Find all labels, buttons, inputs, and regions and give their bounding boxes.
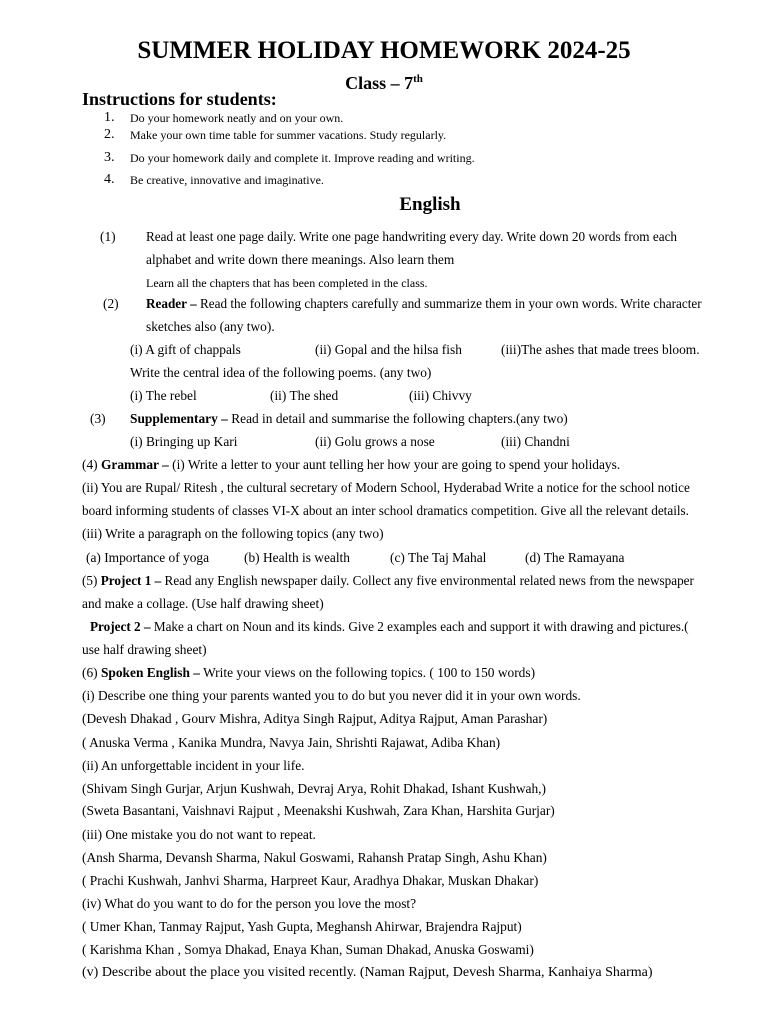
item-text-rest: Read the following chapters carefully and summarize them in your own words. Write character <box>196 296 702 311</box>
item-text-rest: Read in detail and summarise the following chapters.(any two) <box>227 411 568 426</box>
instruction-text: Do your homework daily and complete it. Improve reading and writing. <box>130 151 475 165</box>
list-item: (iv) What do you want to do for the person you love the most? <box>82 896 417 911</box>
item-number: (5) <box>82 573 101 588</box>
list-item: ( Anuska Verma , Kanika Mundra, Navya Jain, Shrishti Rajawat, Adiba Khan) <box>82 735 501 750</box>
item-text <box>82 456 620 474</box>
item-text <box>90 618 689 636</box>
list-item: (Sweta Basantani, Vaishnavi Rajput , Meenakshi Kushwah, Zara Khan, Harshita Gurjar) <box>82 803 555 818</box>
list-item: (i) A gift of chappals <box>130 342 241 357</box>
list-item: (i) The rebel <box>130 388 197 403</box>
item-number: (4) <box>82 457 101 472</box>
section-title-english: English <box>399 194 461 215</box>
list-item: (ii) Golu grows a nose <box>315 434 435 449</box>
item-label: Project 2 – <box>90 619 151 634</box>
list-item: (b) Health is wealth <box>244 550 350 565</box>
item-number: (3) <box>90 411 106 426</box>
item-text: Write the central idea of the following poems. (any two) <box>130 365 432 380</box>
list-item: (ii) An unforgettable incident in your life. <box>82 758 305 773</box>
item-label: Spoken English – <box>100 665 200 680</box>
item-text: Read at least one page daily. Write one page handwriting every day. Write down 20 words from each <box>146 229 678 244</box>
item-text: use half drawing sheet) <box>82 642 207 657</box>
item-text-rest: (i) Write a letter to your aunt telling her how your are going to spend your holidays. <box>168 457 621 472</box>
item-text <box>130 410 568 428</box>
item-text: alphabet and write down there meanings. Also learn them <box>146 252 455 267</box>
list-item: (Shivam Singh Gurjar, Arjun Kushwah, Devraj Arya, Rohit Dhakad, Ishant Kushwah,) <box>82 781 546 796</box>
list-item: (Ansh Sharma, Devansh Sharma, Nakul Goswami, Rahansh Pratap Singh, Ashu Khan) <box>82 850 547 865</box>
list-item: (iii)The ashes that made trees bloom. <box>501 342 700 357</box>
item-text: sketches also (any two). <box>146 319 275 334</box>
list-item: (i) Describe one thing your parents wanted you to do but you never did it in your own words. <box>82 688 581 703</box>
item-text: and make a collage. (Use half drawing sheet) <box>82 596 324 611</box>
instruction-text: Do your homework neatly and on your own. <box>130 111 344 125</box>
list-item: (iii) Chandni <box>501 434 570 449</box>
list-item: (ii) Gopal and the hilsa fish <box>315 342 462 357</box>
list-item: (a) Importance of yoga <box>86 550 210 565</box>
class-superscript: th <box>413 73 423 85</box>
instruction-text: Make your own time table for summer vacations. Study regularly. <box>130 128 447 142</box>
instruction-number: 2. <box>104 127 115 142</box>
list-item: (iii) Chivvy <box>409 388 472 403</box>
item-text <box>146 295 702 313</box>
item-text-rest: Read any English newspaper daily. Collect any five environmental related news from the newspaper <box>161 573 694 588</box>
list-item: (iii) One mistake you do not want to repeat. <box>82 827 316 842</box>
list-item: ( Umer Khan, Tanmay Rajput, Yash Gupta, Meghansh Ahirwar, Brajendra Rajput) <box>82 919 522 934</box>
item-text-rest: Make a chart on Noun and its kinds. Give 2 examples each and support it with drawing and pictures.( <box>150 619 689 634</box>
item-number: (2) <box>103 296 119 311</box>
list-item: (ii) The shed <box>270 388 339 403</box>
item-number: (6) <box>82 665 101 680</box>
list-item: (c) The Taj Mahal <box>390 550 487 565</box>
instruction-number: 1. <box>104 110 115 125</box>
item-text: board informing students of classes VI-X about an inter school dramatics competition. Give all the relevant details. <box>82 503 689 518</box>
page-title: SUMMER HOLIDAY HOMEWORK 2024-25 <box>137 37 631 64</box>
item-text: (ii) You are Rupal/ Ritesh , the cultural secretary of Modern School, Hyderabad Write a notice for the school notice <box>82 480 690 495</box>
class-prefix: Class – 7 <box>345 73 414 93</box>
item-text-rest: Write your views on the following topics. ( 100 to 150 words) <box>199 665 536 680</box>
item-label: Supplementary – <box>130 411 228 426</box>
item-text <box>82 572 694 590</box>
item-number: (1) <box>100 229 116 244</box>
item-text: Learn all the chapters that has been completed in the class. <box>146 276 428 290</box>
instruction-number: 4. <box>104 172 115 187</box>
item-text <box>82 664 535 682</box>
instruction-number: 3. <box>104 150 115 165</box>
item-label: Grammar – <box>100 457 169 472</box>
list-item: (i) Bringing up Kari <box>130 434 238 449</box>
item-text: (iii) Write a paragraph on the following topics (any two) <box>82 526 384 541</box>
instruction-text: Be creative, innovative and imaginative. <box>130 173 324 187</box>
item-label: Project 1 – <box>100 573 162 588</box>
list-item: ( Karishma Khan , Somya Dhakad, Enaya Khan, Suman Dhakad, Anuska Goswami) <box>82 942 534 957</box>
list-item: (d) The Ramayana <box>525 550 625 565</box>
list-item: ( Prachi Kushwah, Janhvi Sharma, Harpreet Kaur, Aradhya Dhakar, Muskan Dhakar) <box>82 873 539 888</box>
list-item: (Devesh Dhakad , Gourv Mishra, Aditya Singh Rajput, Aditya Rajput, Aman Parashar) <box>82 711 548 726</box>
list-item: (v) Describe about the place you visited recently. (Naman Rajput, Devesh Sharma, Kanhaiya Sharma) <box>82 965 653 980</box>
item-label: Reader – <box>146 296 197 311</box>
instructions-heading: Instructions for students: <box>82 89 277 109</box>
